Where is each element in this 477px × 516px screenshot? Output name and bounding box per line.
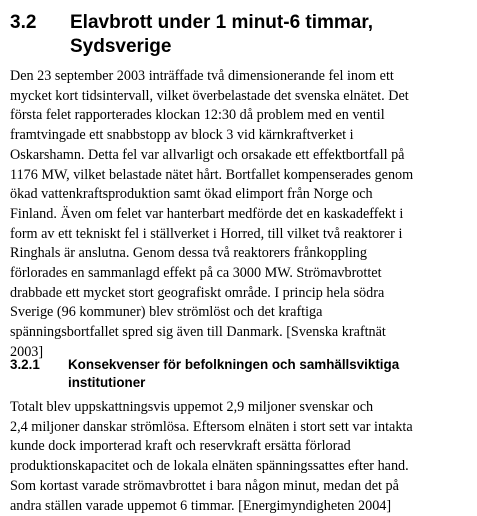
paragraph-line: form av ett tekniskt fel i ställverket i Horred, till vilket två reaktorer i (10, 225, 403, 242)
section-title-line: Elavbrott under 1 minut-6 timmar, (70, 12, 373, 33)
section-title-line: Sydsverige (70, 36, 172, 57)
paragraph-line: Som kortast varade strömavbrottet i bara någon minut, medan det på (10, 477, 399, 494)
paragraph-line: 1176 MW, vilket belastade nätet hårt. Bortfallet kompenserades genom (10, 166, 414, 183)
paragraph-line: första felet rapporterades klockan 12:30 då problem med en ventil (10, 107, 385, 124)
paragraph-line: 2,4 miljoner danskar strömlösa. Eftersom elnäten i stort sett var intakta (10, 418, 413, 435)
paragraph-line: spänningsbortfallet spred sig även till Danmark. [Svenska kraftnät (10, 324, 386, 341)
subsection-title (68, 356, 468, 392)
section-title (70, 11, 470, 59)
paragraph-line: Ringhals är anslutna. Genom dessa två reaktorers frånkoppling (10, 245, 367, 262)
paragraph-line: förlorades en sammanlagd effekt på ca 3000 MW. Strömavbrottet (10, 265, 382, 282)
paragraph-line: andra ställen varade uppemot 6 timmar. [Energimyndigheten 2004] (10, 497, 392, 514)
paragraph-line: kunde dock importerad kraft och reservkraft ersätta förlorad (10, 438, 351, 455)
paragraph-line: framtvingade ett snabbstopp av block 3 vid kärnkraftverket i (10, 127, 354, 144)
paragraph-line: Oskarshamn. Detta fel var allvarligt och orsakade ett effektbortfall på (10, 146, 405, 163)
paragraph-line: Den 23 september 2003 inträffade två dimensionerande fel inom ett (10, 68, 394, 84)
paragraph-consequences (10, 398, 413, 516)
paragraph-line: Totalt blev uppskattningsvis uppemot 2,9 miljoner svenskar och (10, 399, 374, 415)
paragraph-line: mycket kort tidsintervall, vilket överbelastade det svenska elnätet. Det (10, 87, 409, 104)
paragraph-line: Sverige (96 kommuner) blev strömlöst och det kraftiga (10, 304, 323, 321)
paragraph-line: drabbade ett mycket stort geografiskt område. I princip hela södra (10, 284, 385, 301)
paragraph-power-outage-description (10, 67, 413, 363)
paragraph-line: 2003] (10, 343, 44, 360)
subsection-title-line: institutioner (68, 375, 146, 390)
paragraph-line: Finland. Även om felet var hanterbart medförde det en kaskadeffekt i (10, 205, 404, 222)
section-number: 3.2 (10, 12, 37, 33)
subsection-title-line: Konsekvenser för befolkningen och samhällsviktiga (68, 357, 400, 372)
subsection-number: 3.2.1 (10, 357, 40, 372)
paragraph-line: ökad vattenkraftsproduktion samt ökad elimport från Norge och (10, 186, 373, 203)
paragraph-line: produktionskapacitet och de lokala elnäten spänningssattes efter hand. (10, 458, 409, 475)
